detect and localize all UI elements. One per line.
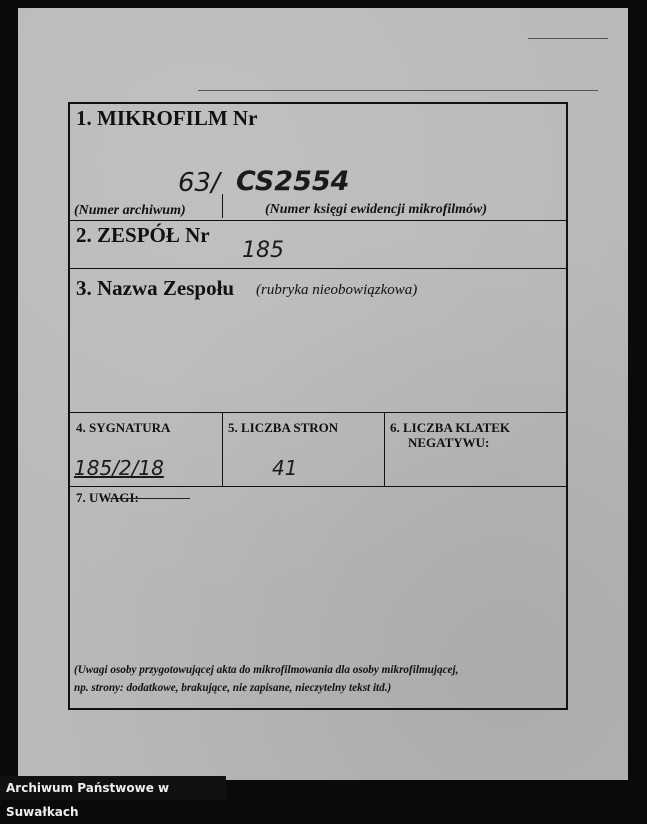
archive-footer: Archiwum Państwowe w Suwałkach xyxy=(0,776,226,800)
archive-number-label: (Numer archiwum) xyxy=(74,203,186,218)
divider-2 xyxy=(70,268,566,269)
section3-label: 3. Nazwa Zespołu xyxy=(76,276,235,300)
section5-label: 5. LICZBA STRON xyxy=(228,420,339,435)
number-divider xyxy=(222,194,223,218)
divider-1 xyxy=(70,220,566,221)
ledger-number-handwritten: CS2554 xyxy=(236,166,350,197)
section3-note: (rubryka nieobowiązkowa) xyxy=(256,282,418,298)
remarks-note-line1: (Uwagi osoby przygotowującej akta do mikrofilmowania dla osoby mikrofilmującej, xyxy=(74,664,459,676)
section7-label: 7. UWAGI: xyxy=(76,490,139,505)
microfilm-form xyxy=(68,102,568,710)
scan-scratch xyxy=(198,90,598,91)
scan-scratch xyxy=(528,38,608,39)
fond-number-handwritten: 185 xyxy=(242,238,284,263)
section4-label: 4. SYGNATURA xyxy=(76,420,171,435)
page-count-handwritten: 41 xyxy=(272,456,298,480)
remarks-note-line2: np. strony: dodatkowe, brakujące, nie zapisane, nieczytelny tekst itd.) xyxy=(74,682,392,694)
archive-number-handwritten: 63/ xyxy=(178,168,220,198)
divider-4 xyxy=(70,486,566,487)
divider-col-1 xyxy=(222,412,223,486)
section6-label-line2: NEGATYWU: xyxy=(408,435,490,450)
signature-handwritten: 185/2/18 xyxy=(74,456,164,480)
scan-scratch xyxy=(110,498,190,499)
divider-3 xyxy=(70,412,566,413)
section6-label-line1: 6. LICZBA KLATEK xyxy=(390,420,511,435)
divider-col-2 xyxy=(384,412,385,486)
ledger-number-label: (Numer księgi ewidencji mikrofilmów) xyxy=(265,202,488,217)
section1-label: 1. MIKROFILM Nr xyxy=(76,106,258,130)
section2-label: 2. ZESPÓŁ Nr xyxy=(76,223,210,247)
